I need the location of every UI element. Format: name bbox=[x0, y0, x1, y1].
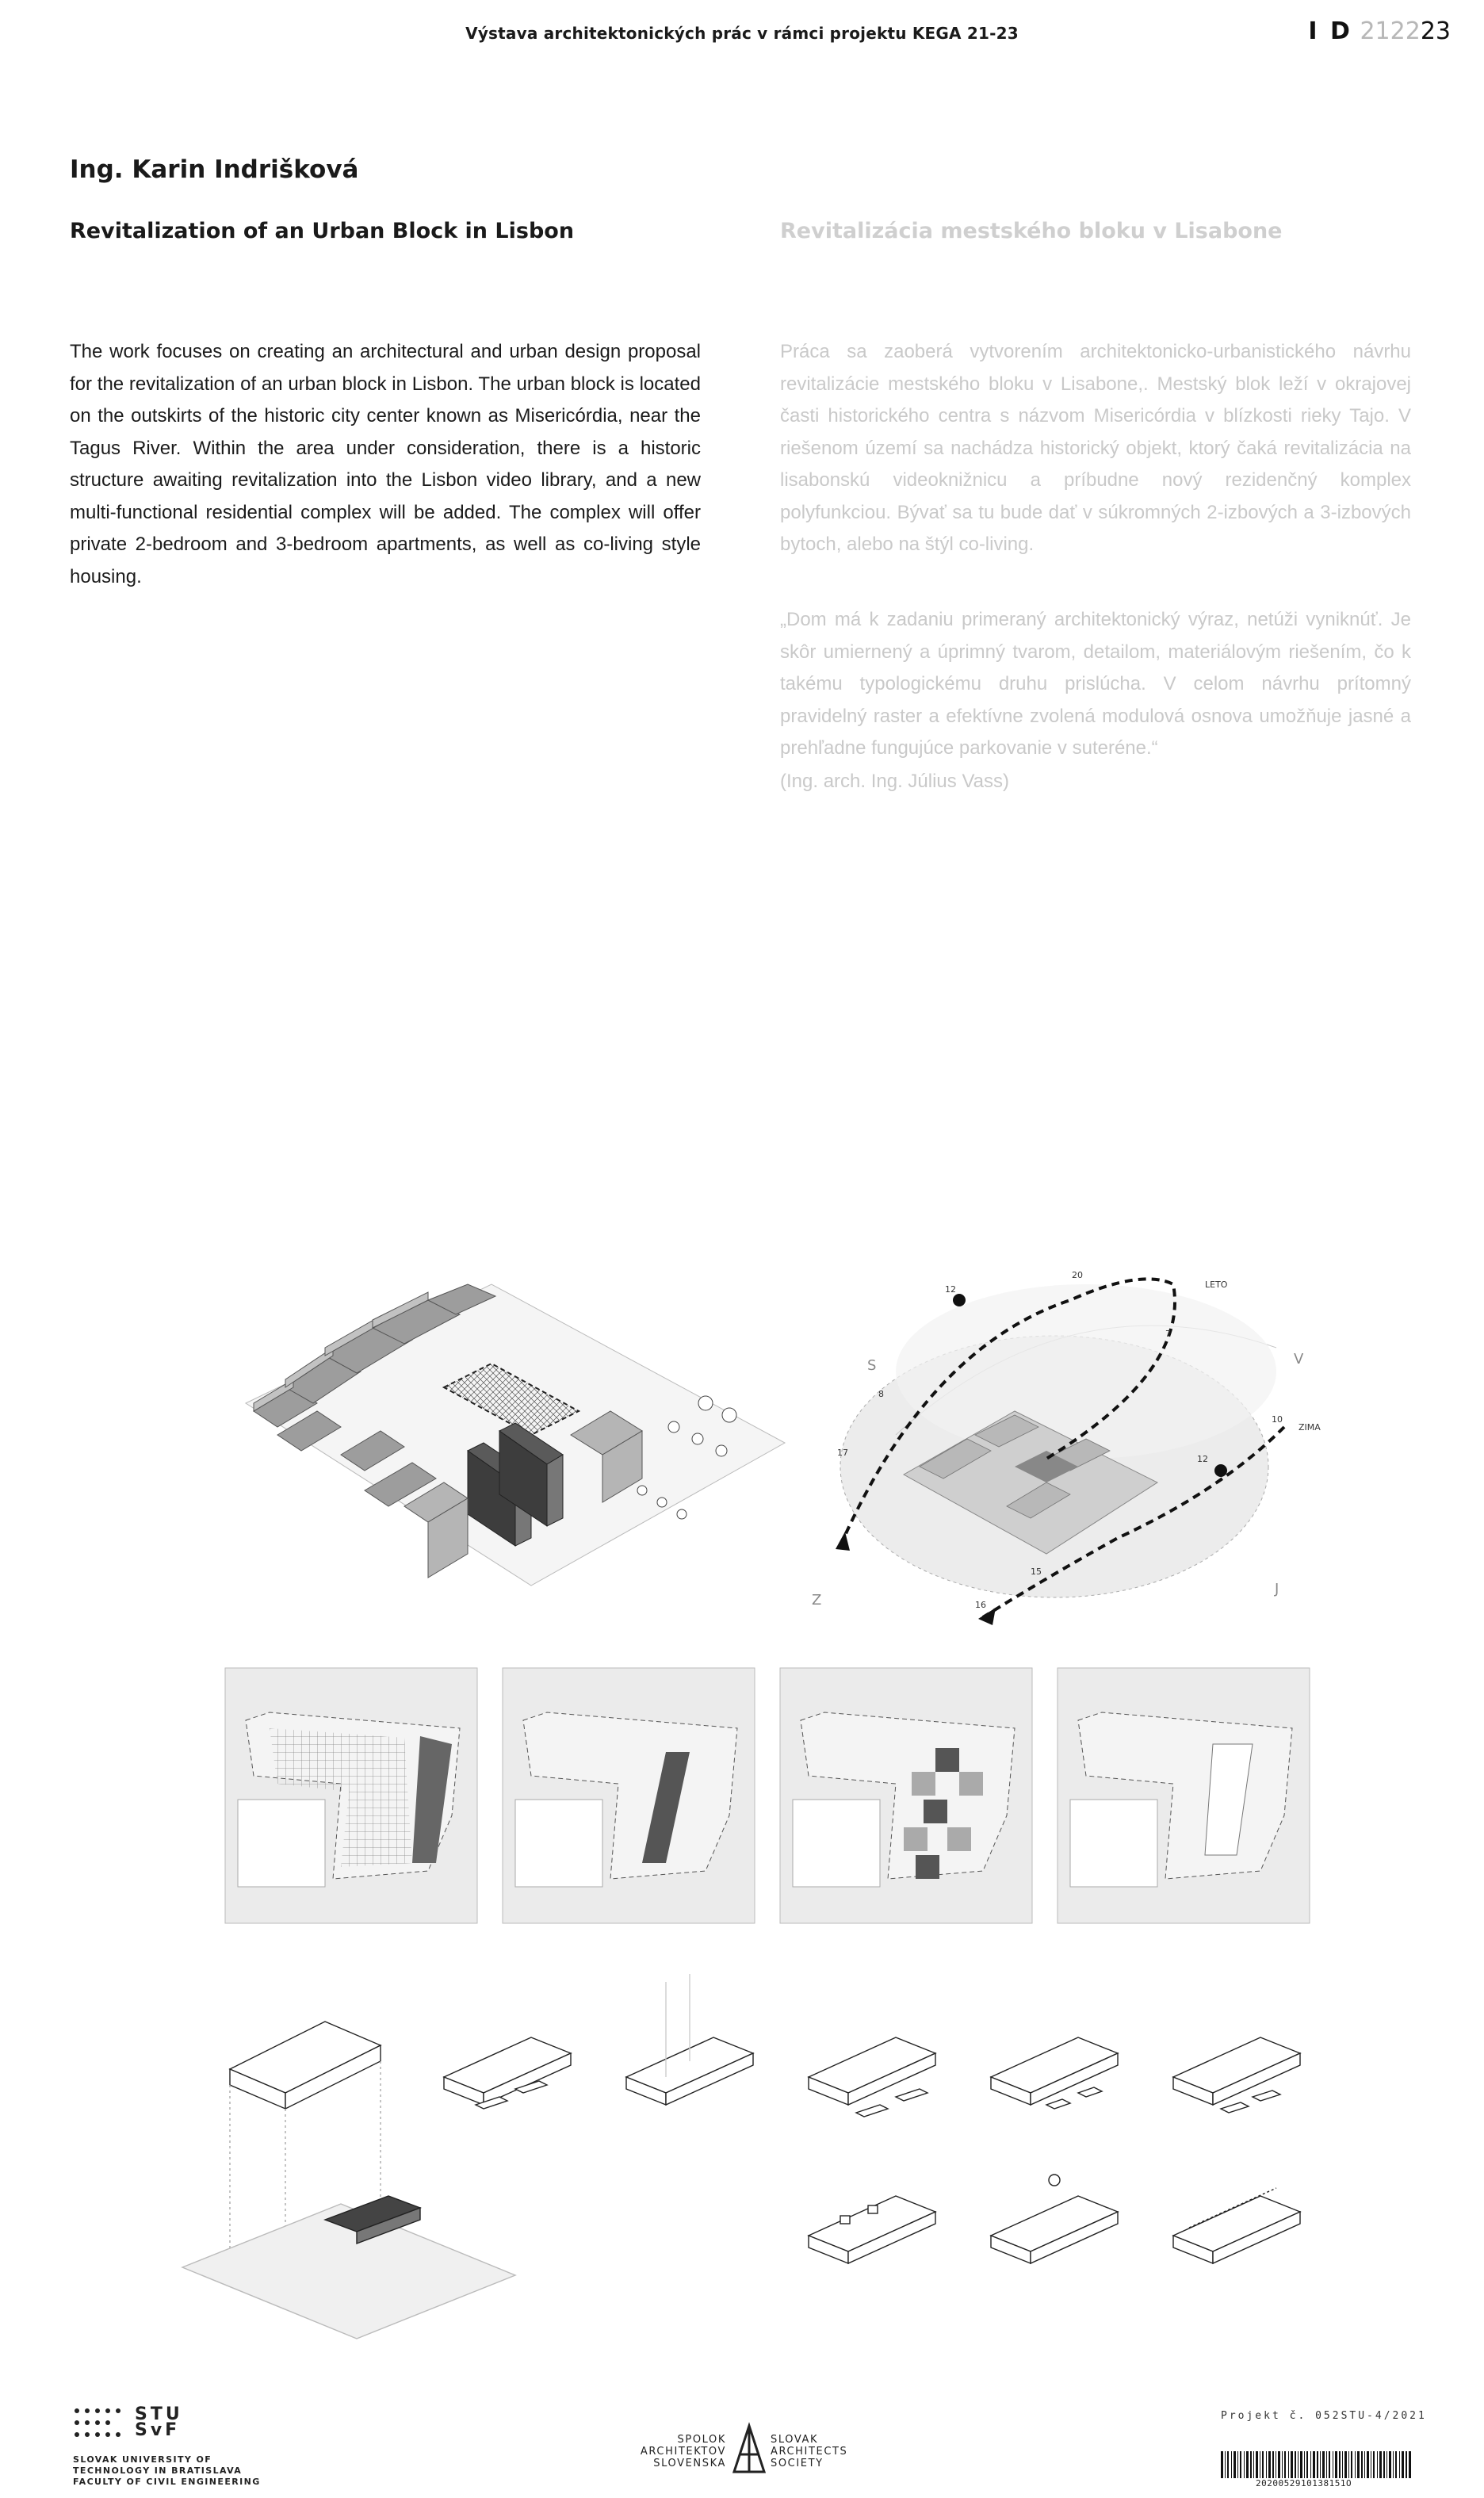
hour-label: 17 bbox=[837, 1448, 848, 1458]
stu-logo-text: STU SvF bbox=[135, 2404, 183, 2440]
hour-label: 12 bbox=[945, 1284, 956, 1295]
project-title-sk: Revitalizácia mestského bloku v Lisabone bbox=[780, 219, 1283, 243]
description-en: The work focuses on creating an architectural and urban design proposal for the revitalization of an urban block in Lisbon. The urban block is located on the outskirts of the historic city center known as Misericórdia, near the Tagus River. Within the area under consideration, there is a historic structure awaiting revitalization into the Lisbon video library, and a new multi-functional residential complex will be added. The complex will offer private 2-bedroom and 3-bedroom apartments, as well as co-living style housing. bbox=[70, 341, 701, 587]
hour-label: 8 bbox=[878, 1389, 884, 1399]
stu-faculty-text: SLOVAK UNIVERSITY OF TECHNOLOGY IN BRATISLAVA FACULTY OF CIVIL ENGINEERING bbox=[73, 2454, 261, 2487]
id-prefix: I D bbox=[1308, 17, 1352, 45]
saa-text-sk: SPOLOK ARCHITEKTOV SLOVENSKA bbox=[640, 2434, 726, 2469]
id-year-marker bbox=[1308, 17, 1451, 45]
saa-text-en: SLOVAK ARCHITECTS SOCIETY bbox=[771, 2434, 848, 2469]
exhibition-title: Výstava architektonických prác v rámci projektu KEGA 21-23 bbox=[465, 24, 1019, 43]
barcode-number: 2020052910138151O bbox=[1256, 2478, 1352, 2488]
saa-logo-icon bbox=[732, 2424, 766, 2473]
jury-quote: „Dom má k zadaniu primeraný architektonický výraz, netúži vyniknúť. Je skôr umiernený a úprimný tvarom, detailom, materiálovým riešením, čo k takému typologickému druhu prislúcha. V celom návrhu prítomný pravidelný raster a efektívne zvolená modulová osnova umožňuje jasné a prehľadne fungujúce parkovanie v suteréne.“ bbox=[780, 609, 1411, 759]
direction-v: V bbox=[1294, 1351, 1304, 1368]
site-plan-4 bbox=[1058, 1668, 1310, 1923]
direction-s: S bbox=[867, 1357, 877, 1374]
id-year-22: 22 bbox=[1390, 17, 1421, 45]
site-plan-sequence bbox=[222, 1665, 1332, 1934]
site-plan-1 bbox=[225, 1668, 477, 1923]
project-title-en: Revitalization of an Urban Block in Lisbon bbox=[70, 219, 575, 243]
massing-diagrams bbox=[182, 1982, 1356, 2347]
id-year-21: 21 bbox=[1360, 17, 1390, 45]
hour-label: 15 bbox=[1031, 1567, 1042, 1577]
summer-label: LETO bbox=[1205, 1280, 1228, 1290]
barcode-image bbox=[1221, 2451, 1411, 2478]
id-year-23: 23 bbox=[1420, 17, 1451, 45]
description-sk: Práca sa zaoberá vytvorením architektonicko-urbanistického návrhu revitalizácie mestského bloku v Lisabone,. Mestský blok leží v okrajovej časti historického centra s názvom Misericórdia v blízkosti rieky Tajo. V riešenom území sa nachádza historický objekt, ktorý čaká revitalizácia na lisabonskú videoknižnicu a príbudne nový rezidenčný komplex polyfunkciou. Bývať sa tu bude dať v súkromných 2-izbových a 3-izbových bytoch, alebo na štýl co-living. bbox=[780, 341, 1411, 555]
direction-j: J bbox=[1275, 1581, 1279, 1597]
direction-z: Z bbox=[812, 1592, 822, 1609]
site-plan-3 bbox=[780, 1668, 1032, 1923]
quote-author: (Ing. arch. Ing. Július Vass) bbox=[780, 771, 1010, 792]
hour-label: 12 bbox=[1197, 1454, 1208, 1464]
hour-label: 7 bbox=[1165, 1329, 1171, 1339]
stu-logo-mark bbox=[73, 2407, 128, 2442]
author-name: Ing. Karin Indrišková bbox=[70, 155, 359, 184]
site-plan-2 bbox=[503, 1668, 755, 1923]
winter-label: ZIMA bbox=[1298, 1422, 1321, 1433]
hour-label: 16 bbox=[975, 1600, 986, 1610]
sun-path-diagram bbox=[809, 1253, 1321, 1625]
hour-label: 10 bbox=[1272, 1414, 1283, 1425]
hour-label: 20 bbox=[1072, 1270, 1083, 1280]
project-number: Projekt č. 052STU-4/2021 bbox=[1221, 2410, 1427, 2422]
urban-block-axonometry bbox=[230, 1268, 801, 1601]
